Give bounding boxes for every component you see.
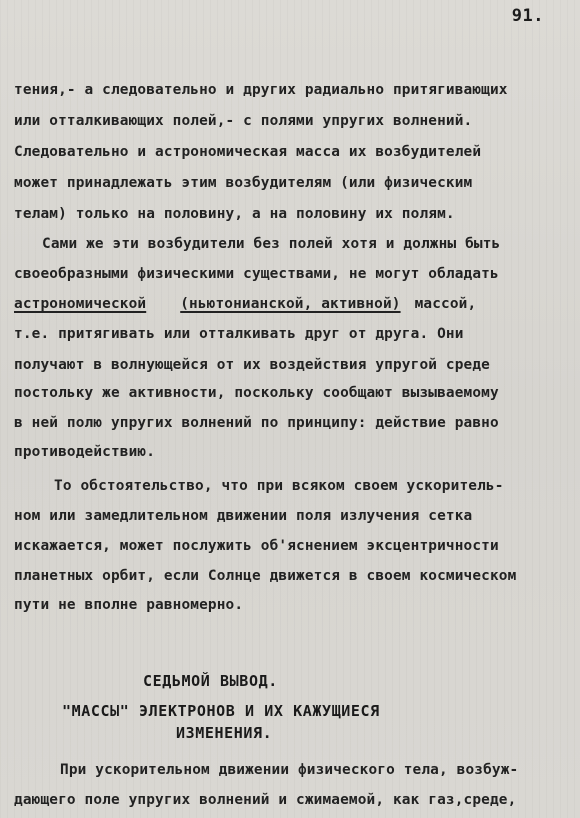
text-line: получают в волнующейся от их воздействия упругой среде bbox=[14, 357, 490, 373]
text-line: своеобразными физическими существами, не могут обладать bbox=[14, 266, 499, 282]
page-number: 91. bbox=[511, 6, 544, 26]
section-subheading: "МАССЫ" ЭЛЕКТРОНОВ И ИХ КАЖУЩИЕСЯ bbox=[62, 702, 380, 720]
text-line-with-underline bbox=[14, 296, 476, 312]
text-line: То обстоятельство, что при всяком своем ускоритель- bbox=[54, 478, 504, 494]
text-line: При ускорительном движении физического тела, возбуж- bbox=[60, 762, 519, 778]
text-line: постольку же активности, поскольку сообщают вызываемому bbox=[14, 385, 499, 401]
text-line: Сами же эти возбудители без полей хотя и должны быть bbox=[42, 236, 501, 252]
underlined-term: (ньютонианской, активной) bbox=[180, 296, 401, 312]
underlined-term: астрономической bbox=[14, 296, 147, 312]
text-fragment: массой, bbox=[414, 296, 477, 312]
text-line: искажается, может послужить об'яснением эксцентричности bbox=[14, 538, 499, 554]
text-line: ном или замедлительном движении поля излучения сетка bbox=[14, 508, 473, 524]
text-line: т.е. притягивать или отталкивать друг от друга. Они bbox=[14, 326, 464, 342]
text-line: Следовательно и астрономическая масса их возбудителей bbox=[14, 144, 482, 160]
text-line: или отталкивающих полей,- с полями упругих волнений. bbox=[14, 113, 473, 129]
text-line: противодействию. bbox=[14, 444, 156, 460]
text-line: планетных орбит, если Солнце движется в своем космическом bbox=[14, 568, 517, 584]
text-line: может принадлежать этим возбудителям (или физическим bbox=[14, 175, 473, 191]
section-subheading: ИЗМЕНЕНИЯ. bbox=[176, 724, 273, 742]
section-heading: СЕДЬМОЙ ВЫВОД. bbox=[143, 672, 278, 690]
text-line: в ней полю упругих волнений по принципу: действие равно bbox=[14, 415, 499, 431]
text-line: тения,- а следовательно и других радиально притягивающих bbox=[14, 82, 508, 98]
text-line: дающего поле упругих волнений и сжимаемой, как газ,среде, bbox=[14, 792, 517, 808]
text-line: телам) только на половину, а на половину их полям. bbox=[14, 206, 455, 222]
text-line: пути не вполне равномерно. bbox=[14, 597, 244, 613]
